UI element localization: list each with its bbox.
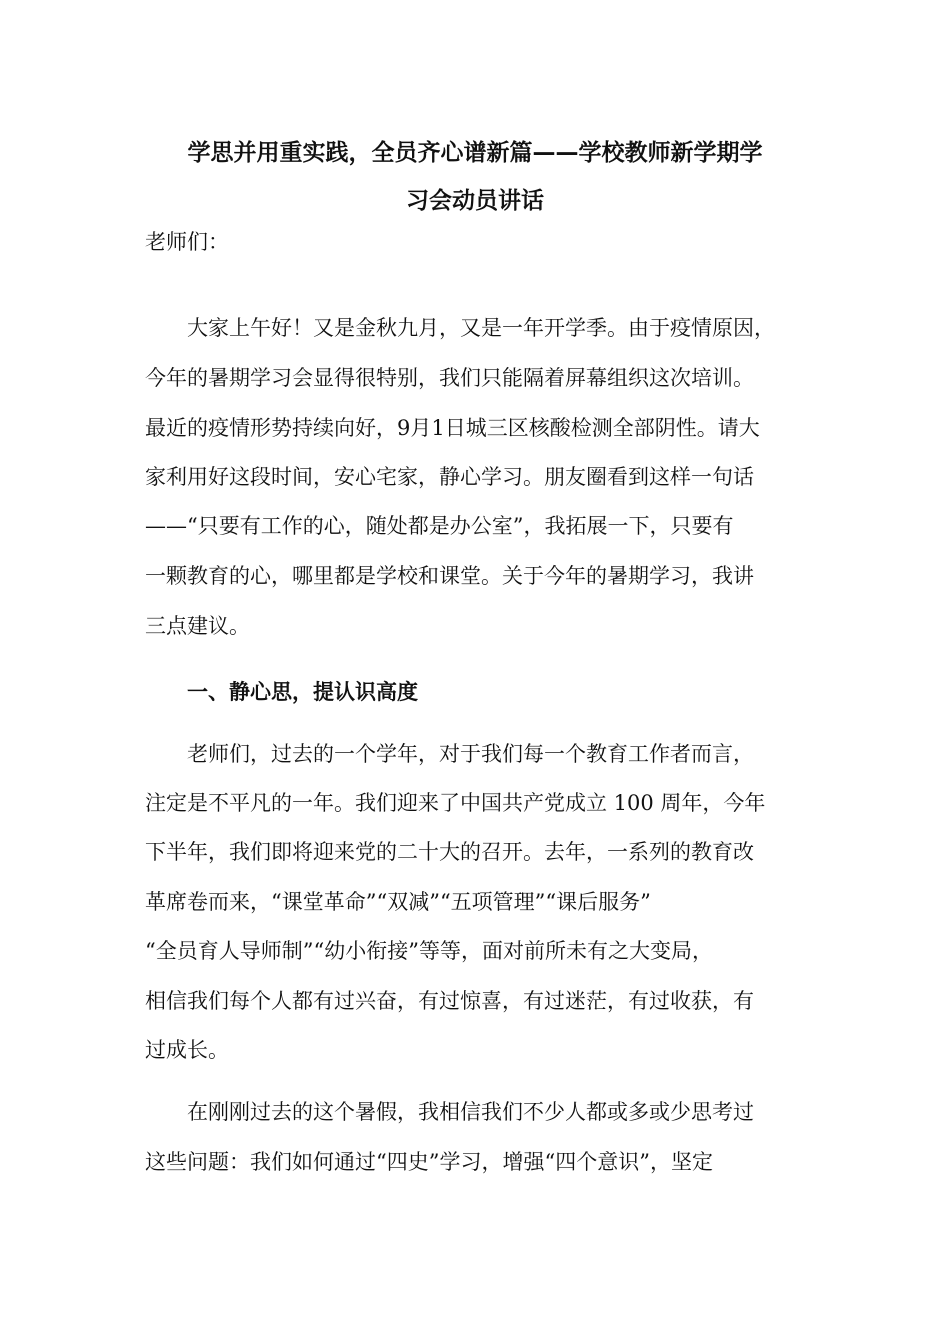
paragraph-2-line-3: 下半年，我们即将迎来党的二十大的召开。去年，一系列的教育改	[145, 840, 754, 864]
document-title-line-1: 学思并用重实践，全员齐心谱新篇——学校教师新学期学	[187, 140, 763, 166]
paragraph-1-line-4: 家利用好这段时间，安心宅家，静心学习。朋友圈看到这样一句话	[145, 465, 754, 489]
paragraph-1-line-5: ——“只要有工作的心，随处都是办公室”，我拓展一下，只要有	[145, 514, 734, 538]
paragraph-2-line-7: 过成长。	[145, 1038, 229, 1062]
paragraph-2-line-4: 革席卷而来，“课堂革命”“双减”“五项管理”“课后服务”	[145, 890, 651, 914]
paragraph-2-line-1: 老师们，过去的一个学年，对于我们每一个教育工作者而言，	[187, 742, 754, 766]
paragraph-1-line-3: 最近的疫情形势持续向好，9月1日城三区核酸检测全部阴性。请大	[145, 416, 760, 440]
paragraph-2-line-6: 相信我们每个人都有过兴奋，有过惊喜，有过迷茫，有过收获，有	[145, 989, 754, 1013]
paragraph-3-line-1: 在刚刚过去的这个暑假，我相信我们不少人都或多或少思考过	[187, 1100, 754, 1124]
salutation: 老师们：	[145, 230, 229, 254]
paragraph-1-line-7: 三点建议。	[145, 614, 250, 638]
paragraph-2-line-2: 注定是不平凡的一年。我们迎来了中国共产党成立 100 周年，今年	[145, 791, 766, 815]
section-1-heading: 一、静心思，提认识高度	[187, 680, 418, 704]
paragraph-1-line-1: 大家上午好！又是金秋九月，又是一年开学季。由于疫情原因，	[187, 316, 775, 340]
paragraph-1-line-6: 一颗教育的心，哪里都是学校和课堂。关于今年的暑期学习，我讲	[145, 564, 754, 588]
paragraph-1-line-2: 今年的暑期学习会显得很特别，我们只能隔着屏幕组织这次培训。	[145, 366, 754, 390]
paragraph-3-line-2: 这些问题：我们如何通过“四史”学习，增强“四个意识”，坚定	[145, 1150, 713, 1174]
document-title-line-2: 习会动员讲话	[406, 188, 544, 214]
paragraph-2-line-5: “全员育人导师制”“幼小衔接”等等，面对前所未有之大变局，	[145, 939, 713, 963]
